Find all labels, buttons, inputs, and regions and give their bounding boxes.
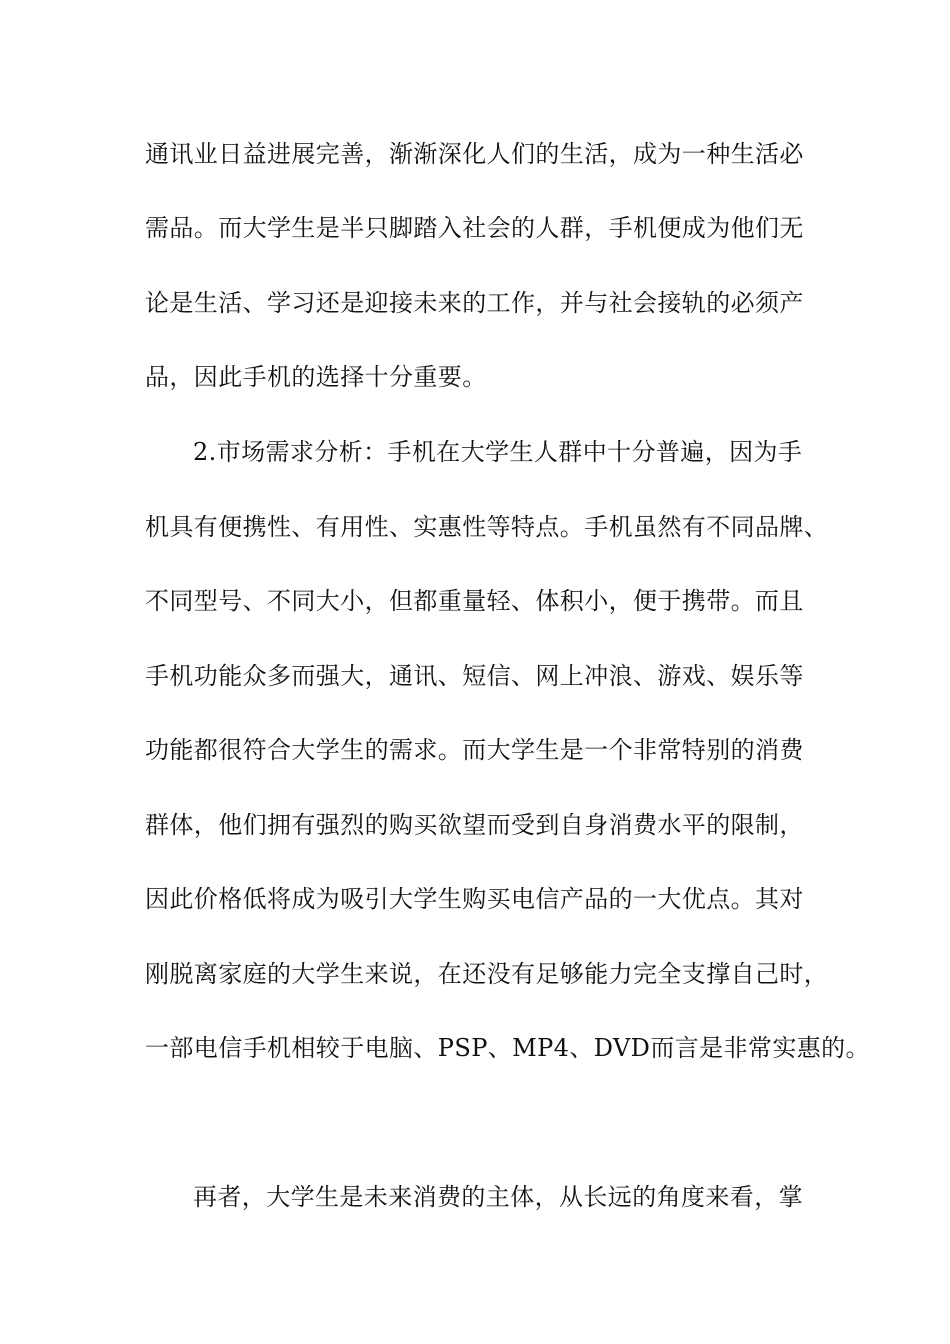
text-line: 功能都很符合大学生的需求。而大学生是一个非常特别的消费 [145, 736, 804, 764]
text-line: 品，因此手机的选择十分重要。 [145, 363, 487, 391]
text-line: 群体，他们拥有强烈的购买欲望而受到自身消费水平的限制， [145, 811, 804, 839]
text-line: 需品。而大学生是半只脚踏入社会的人群，手机便成为他们无 [145, 214, 804, 242]
text-line: 一部电信手机相较于电脑、PSP、MP4、DVD而言是非常实惠的。 [145, 1034, 870, 1062]
text-line: 论是生活、学习还是迎接未来的工作，并与社会接轨的必须产 [145, 289, 804, 317]
text-line: 通讯业日益进展完善，渐渐深化人们的生活，成为一种生活必 [145, 140, 804, 168]
text-line: 不同型号、不同大小，但都重量轻、体积小，便于携带。而且 [145, 587, 804, 615]
text-line: 机具有便携性、有用性、实惠性等特点。手机虽然有不同品牌、 [145, 513, 829, 541]
text-line: 刚脱离家庭的大学生来说，在还没有足够能力完全支撑自己时， [145, 960, 829, 988]
text-line: 因此价格低将成为吸引大学生购买电信产品的一大优点。其对 [145, 885, 804, 913]
text-line: 再者，大学生是未来消费的主体，从长远的角度来看，掌 [193, 1183, 803, 1211]
text-line: 2.市场需求分析：手机在大学生人群中十分普遍，因为手 [193, 438, 803, 466]
text-line: 手机功能众多而强大，通讯、短信、网上冲浪、游戏、娱乐等 [145, 662, 804, 690]
